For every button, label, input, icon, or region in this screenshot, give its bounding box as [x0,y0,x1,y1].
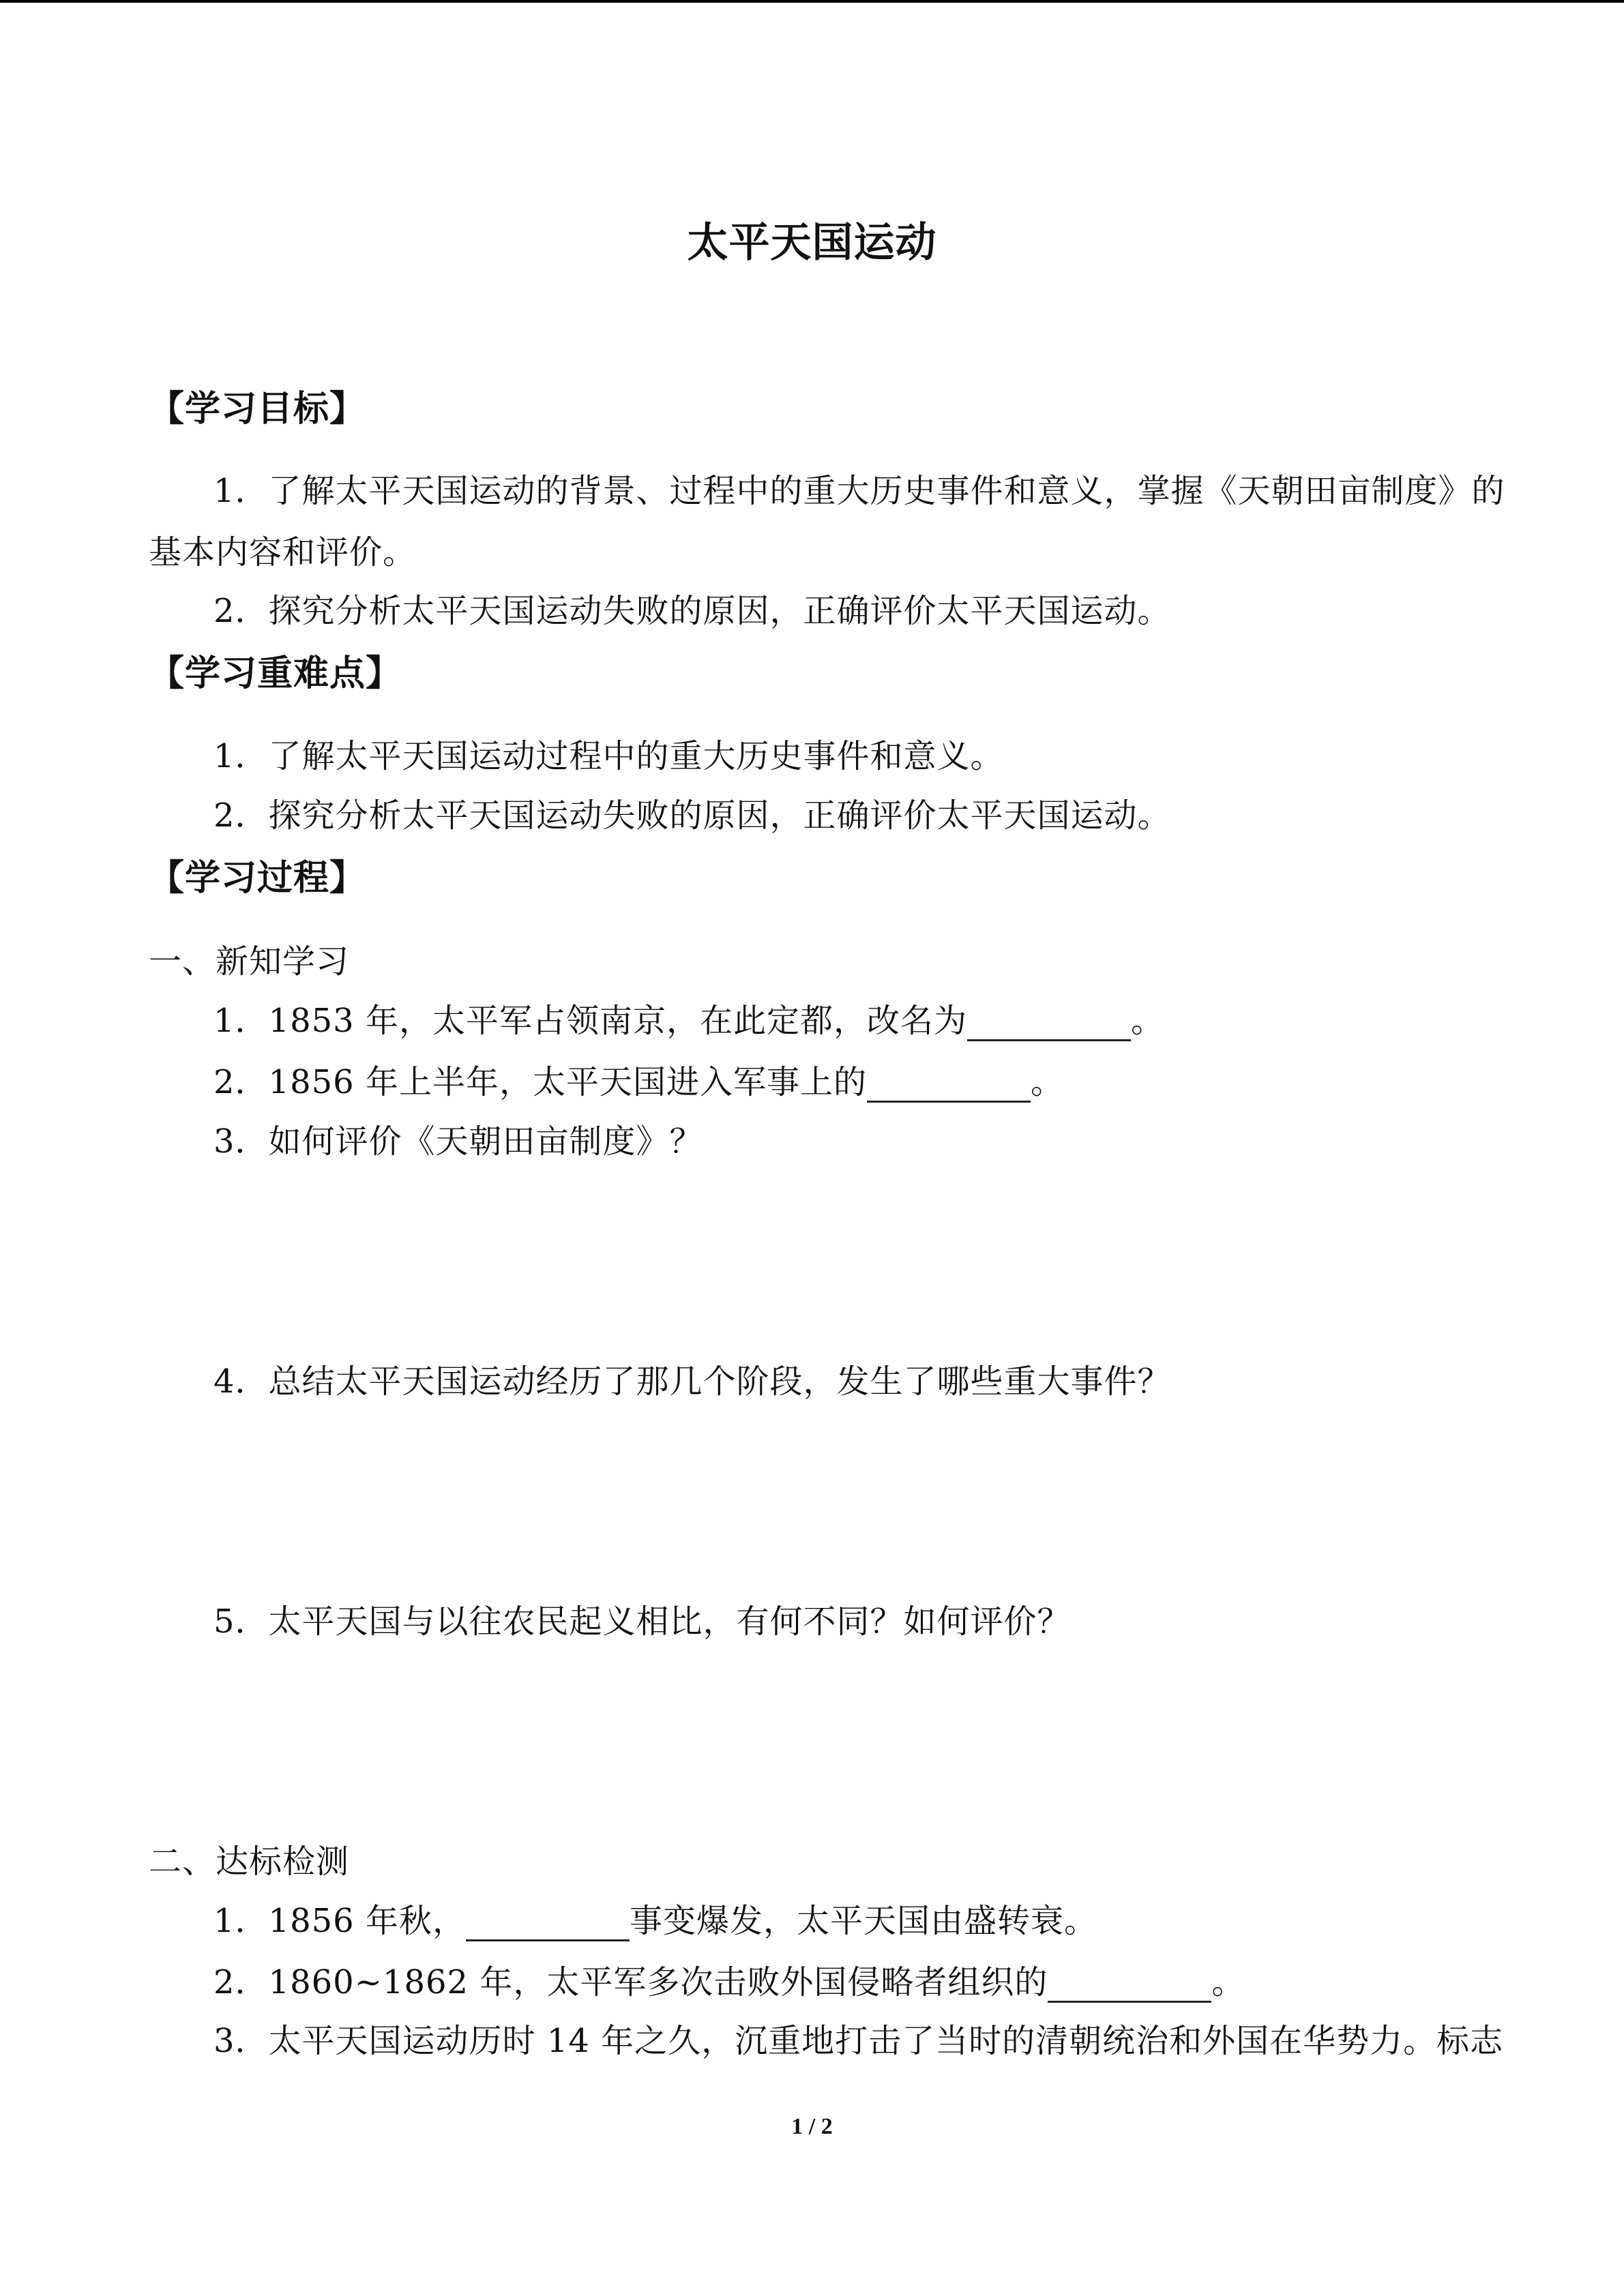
part1-q2-end: 。 [1030,1063,1064,1101]
part2-q1-text: 1．1856 年秋， [213,1902,466,1940]
key-point-1: 1．了解太平天国运动过程中的重大历史事件和意义。 [213,737,1004,775]
part1-heading: 一、新知学习 [149,942,350,981]
part2-question-1 [213,1900,1097,1941]
part2-q2-blank[interactable] [1048,1965,1211,2003]
part2-q2-text: 2．1860~1862 年，太平军多次击败外国侵略者组织的 [213,1963,1048,2001]
part1-question-4: 4．总结太平天国运动经历了那几个阶段，发生了哪些重大事件？ [213,1362,1171,1401]
part1-q1-blank[interactable] [967,1004,1131,1041]
key-point-2: 2．探究分析太平天国运动失败的原因，正确评价太平天国运动。 [213,796,1171,835]
part1-question-5: 5．太平天国与以往农民起义相比，有何不同？如何评价？ [213,1602,1071,1641]
objective-1-line-1: 1．了解太平天国运动的背景、过程中的重大历史事件和意义，掌握《天朝田亩制度》的 [213,472,1505,510]
part2-heading: 二、达标检测 [149,1843,350,1881]
page-top-border [0,0,1624,3]
part2-q2-end: 。 [1211,1963,1245,2001]
objective-2: 2．探究分析太平天国运动失败的原因，正确评价太平天国运动。 [213,592,1171,630]
part1-question-3: 3．如何评价《天朝田亩制度》？ [213,1122,703,1161]
part2-q1-blank[interactable] [466,1904,630,1941]
part1-question-1 [213,1000,1164,1041]
part1-question-2 [213,1062,1064,1103]
part1-q2-blank[interactable] [867,1065,1031,1103]
process-heading: 【学习过程】 [149,857,366,899]
part2-question-3: 3．太平天国运动历时 14 年之久，沉重地打击了当时的清朝统治和外国在华势力。标志 [213,2022,1504,2060]
part2-question-2 [213,1962,1245,2003]
objectives-heading: 【学习目标】 [149,388,366,430]
part2-q1-end: 事变爆发，太平天国由盛转衰。 [629,1902,1097,1940]
part1-q1-text: 1．1853 年，太平军占领南京，在此定都，改名为 [213,1002,967,1040]
part1-q1-end: 。 [1130,1002,1164,1040]
part1-q2-text: 2．1856 年上半年，太平天国进入军事上的 [213,1063,867,1101]
page-number: 1 / 2 [791,2114,833,2139]
objective-1-line-2: 基本内容和评价。 [149,533,417,571]
page-title: 太平天国运动 [687,219,937,267]
key-points-heading: 【学习重难点】 [149,653,402,694]
